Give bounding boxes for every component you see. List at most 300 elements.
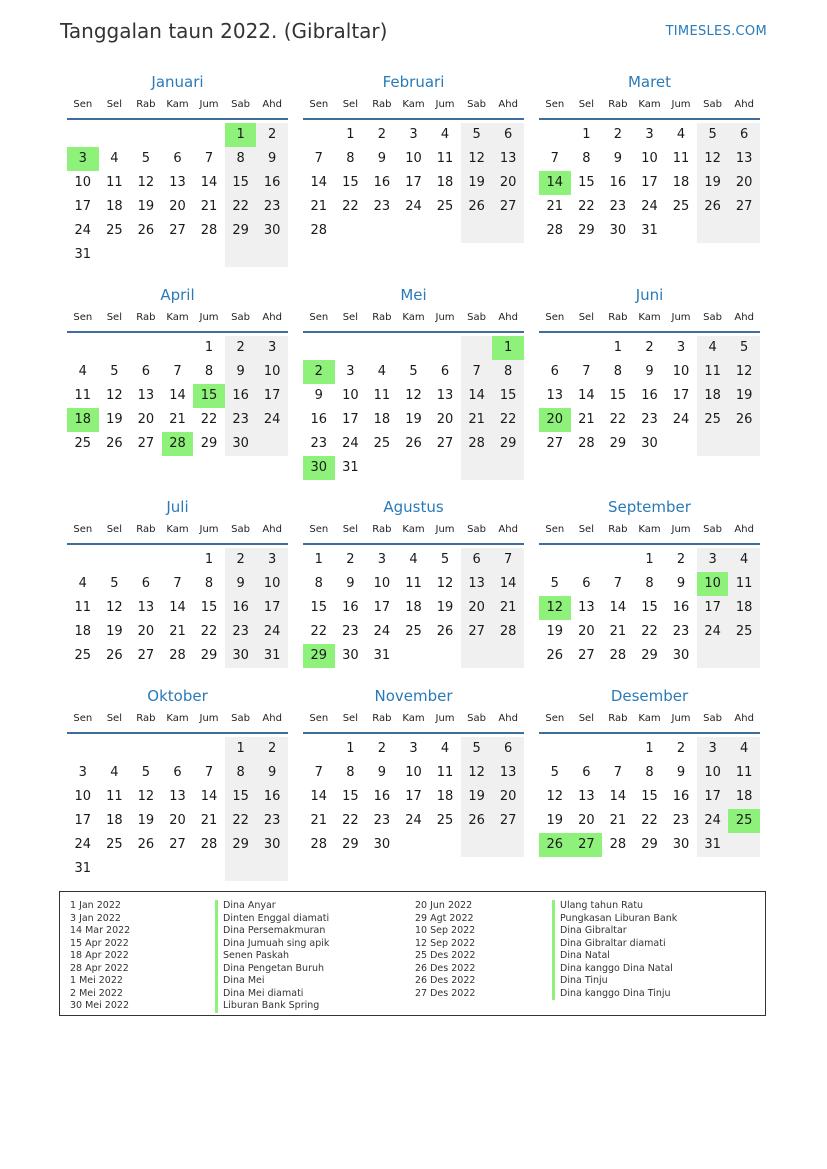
day-cell[interactable]: 26 [461, 195, 493, 219]
day-cell[interactable]: 22 [641, 813, 658, 828]
day-cell[interactable]: 4 [728, 548, 760, 572]
day-cell[interactable]: 2 [346, 552, 355, 567]
day-cell[interactable]: 13 [461, 572, 493, 596]
day-cell[interactable]: 26 [546, 648, 564, 663]
day-cell[interactable]: 14 [200, 175, 218, 190]
day-cell[interactable]: 18 [728, 596, 760, 620]
day-cell[interactable]: 3 [645, 127, 654, 142]
day-cell[interactable]: 28 [310, 837, 328, 852]
day-cell[interactable]: 20 [137, 412, 155, 427]
day-cell[interactable]: 13 [546, 388, 564, 403]
day-cell[interactable]: 18 [74, 624, 92, 639]
day-cell[interactable]: 9 [256, 147, 288, 171]
day-cell[interactable]: 26 [461, 809, 493, 833]
day-cell[interactable]: 27 [169, 837, 186, 852]
day-cell[interactable]: 25 [373, 436, 391, 451]
day-cell[interactable]: 3 [78, 765, 87, 780]
day-cell[interactable]: 24 [256, 408, 288, 432]
day-cell[interactable]: 15 [225, 171, 257, 195]
day-cell[interactable]: 24 [697, 809, 729, 833]
day-cell[interactable]: 26 [137, 223, 155, 238]
day-cell[interactable]: 11 [74, 388, 92, 403]
day-cell[interactable]: 27 [728, 195, 760, 219]
day-cell[interactable]: 27 [436, 436, 454, 451]
day-cell[interactable]: 3 [697, 737, 729, 761]
day-cell[interactable]: 21 [310, 199, 328, 214]
day-cell[interactable]: 15 [492, 384, 524, 408]
day-cell[interactable]: 27 [571, 833, 603, 857]
day-cell[interactable]: 13 [492, 761, 524, 785]
day-cell[interactable]: 5 [110, 364, 119, 379]
day-cell[interactable]: 3 [409, 127, 418, 142]
day-cell[interactable]: 7 [314, 151, 323, 166]
day-cell[interactable]: 4 [110, 765, 119, 780]
day-cell[interactable]: 6 [173, 765, 182, 780]
day-cell[interactable]: 27 [492, 809, 524, 833]
day-cell[interactable]: 1 [492, 336, 524, 360]
day-cell[interactable]: 16 [256, 171, 288, 195]
day-cell[interactable]: 1 [582, 127, 591, 142]
day-cell[interactable]: 9 [676, 576, 686, 591]
day-cell[interactable]: 21 [200, 813, 218, 828]
day-cell[interactable]: 12 [137, 789, 155, 804]
day-cell[interactable]: 22 [578, 199, 595, 214]
day-cell[interactable]: 10 [672, 364, 690, 379]
day-cell[interactable]: 24 [342, 436, 359, 451]
day-cell[interactable]: 13 [578, 600, 595, 615]
day-cell[interactable]: 30 [225, 644, 257, 668]
day-cell[interactable]: 16 [373, 789, 391, 804]
day-cell[interactable]: 24 [405, 199, 422, 214]
day-cell[interactable]: 29 [200, 436, 218, 451]
day-cell[interactable]: 5 [461, 737, 493, 761]
day-cell[interactable]: 16 [672, 789, 690, 804]
day-cell[interactable]: 30 [342, 648, 359, 663]
day-cell[interactable]: 3 [256, 336, 288, 360]
day-cell[interactable]: 13 [728, 147, 760, 171]
day-cell[interactable]: 30 [373, 837, 391, 852]
day-cell[interactable]: 30 [303, 456, 335, 480]
day-cell[interactable]: 17 [405, 175, 422, 190]
day-cell[interactable]: 13 [492, 147, 524, 171]
day-cell[interactable]: 5 [550, 765, 559, 780]
day-cell[interactable]: 23 [225, 408, 257, 432]
day-cell[interactable]: 11 [74, 600, 92, 615]
day-cell[interactable]: 26 [697, 195, 729, 219]
day-cell[interactable]: 12 [137, 175, 155, 190]
day-cell[interactable]: 11 [106, 789, 123, 804]
day-cell[interactable]: 11 [373, 388, 391, 403]
day-cell[interactable]: 6 [582, 765, 591, 780]
day-cell[interactable]: 2 [377, 741, 387, 756]
day-cell[interactable]: 10 [641, 151, 658, 166]
day-cell[interactable]: 25 [74, 648, 92, 663]
day-cell[interactable]: 16 [373, 175, 391, 190]
day-cell[interactable]: 6 [728, 123, 760, 147]
day-cell[interactable]: 4 [440, 741, 450, 756]
day-cell[interactable]: 31 [74, 247, 92, 262]
day-cell[interactable]: 19 [546, 813, 564, 828]
day-cell[interactable]: 12 [106, 388, 123, 403]
day-cell[interactable]: 30 [641, 436, 658, 451]
day-cell[interactable]: 15 [609, 388, 627, 403]
day-cell[interactable]: 26 [405, 436, 422, 451]
day-cell[interactable]: 20 [578, 813, 595, 828]
day-cell[interactable]: 13 [137, 600, 155, 615]
day-cell[interactable]: 28 [609, 837, 627, 852]
day-cell[interactable]: 17 [373, 600, 391, 615]
day-cell[interactable]: 15 [225, 785, 257, 809]
day-cell[interactable]: 12 [546, 789, 564, 804]
day-cell[interactable]: 3 [676, 340, 686, 355]
day-cell[interactable]: 17 [641, 175, 658, 190]
day-cell[interactable]: 18 [106, 199, 123, 214]
day-cell[interactable]: 29 [342, 837, 359, 852]
day-cell[interactable]: 12 [461, 761, 493, 785]
day-cell[interactable]: 9 [377, 765, 387, 780]
day-cell[interactable]: 30 [672, 837, 690, 852]
day-cell[interactable]: 29 [303, 644, 335, 668]
day-cell[interactable]: 4 [377, 364, 387, 379]
day-cell[interactable]: 23 [225, 620, 257, 644]
day-cell[interactable]: 1 [225, 737, 257, 761]
day-cell[interactable]: 25 [436, 813, 454, 828]
day-cell[interactable]: 4 [110, 151, 119, 166]
day-cell[interactable]: 8 [346, 765, 355, 780]
day-cell[interactable]: 6 [141, 576, 151, 591]
day-cell[interactable]: 24 [641, 199, 658, 214]
day-cell[interactable]: 22 [641, 624, 658, 639]
day-cell[interactable]: 17 [342, 412, 359, 427]
day-cell[interactable]: 2 [676, 741, 686, 756]
day-cell[interactable]: 25 [697, 408, 729, 432]
day-cell[interactable]: 29 [609, 436, 627, 451]
day-cell[interactable]: 23 [609, 199, 627, 214]
day-cell[interactable]: 7 [613, 576, 623, 591]
day-cell[interactable]: 31 [342, 460, 359, 475]
day-cell[interactable]: 8 [645, 576, 654, 591]
day-cell[interactable]: 31 [74, 861, 92, 876]
day-cell[interactable]: 3 [346, 364, 355, 379]
day-cell[interactable]: 1 [645, 741, 654, 756]
day-cell[interactable]: 29 [200, 648, 218, 663]
day-cell[interactable]: 26 [137, 837, 155, 852]
day-cell[interactable]: 8 [204, 364, 214, 379]
day-cell[interactable]: 17 [405, 789, 422, 804]
day-cell[interactable]: 20 [436, 412, 454, 427]
day-cell[interactable]: 30 [256, 833, 288, 857]
day-cell[interactable]: 10 [373, 576, 391, 591]
day-cell[interactable]: 22 [225, 809, 257, 833]
day-cell[interactable]: 20 [539, 408, 571, 432]
day-cell[interactable]: 23 [256, 195, 288, 219]
day-cell[interactable]: 11 [436, 765, 454, 780]
day-cell[interactable]: 25 [728, 809, 760, 833]
day-cell[interactable]: 22 [609, 412, 627, 427]
day-cell[interactable]: 12 [728, 360, 760, 384]
day-cell[interactable]: 11 [728, 761, 760, 785]
day-cell[interactable]: 24 [74, 223, 92, 238]
day-cell[interactable]: 22 [492, 408, 524, 432]
day-cell[interactable]: 1 [346, 127, 355, 142]
day-cell[interactable]: 5 [697, 123, 729, 147]
day-cell[interactable]: 27 [578, 648, 595, 663]
day-cell[interactable]: 31 [697, 833, 729, 857]
day-cell[interactable]: 26 [106, 436, 123, 451]
day-cell[interactable]: 27 [461, 620, 493, 644]
day-cell[interactable]: 9 [256, 761, 288, 785]
day-cell[interactable]: 15 [193, 384, 225, 408]
day-cell[interactable]: 20 [492, 785, 524, 809]
day-cell[interactable]: 14 [169, 600, 186, 615]
day-cell[interactable]: 28 [578, 436, 595, 451]
day-cell[interactable]: 8 [613, 364, 623, 379]
day-cell[interactable]: 2 [225, 336, 257, 360]
day-cell[interactable]: 5 [141, 151, 151, 166]
day-cell[interactable]: 6 [173, 151, 182, 166]
day-cell[interactable]: 10 [256, 572, 288, 596]
day-cell[interactable]: 23 [641, 412, 658, 427]
day-cell[interactable]: 21 [169, 412, 186, 427]
day-cell[interactable]: 4 [697, 336, 729, 360]
day-cell[interactable]: 17 [697, 596, 729, 620]
day-cell[interactable]: 15 [641, 600, 658, 615]
day-cell[interactable]: 7 [461, 360, 493, 384]
day-cell[interactable]: 21 [200, 199, 218, 214]
day-cell[interactable]: 19 [106, 412, 123, 427]
day-cell[interactable]: 8 [582, 151, 591, 166]
day-cell[interactable]: 4 [78, 364, 87, 379]
day-cell[interactable]: 22 [200, 412, 218, 427]
day-cell[interactable]: 28 [310, 223, 328, 238]
day-cell[interactable]: 6 [141, 364, 151, 379]
day-cell[interactable]: 30 [672, 648, 690, 663]
day-cell[interactable]: 14 [169, 388, 186, 403]
day-cell[interactable]: 16 [641, 388, 658, 403]
day-cell[interactable]: 20 [578, 624, 595, 639]
day-cell[interactable]: 3 [256, 548, 288, 572]
day-cell[interactable]: 12 [461, 147, 493, 171]
day-cell[interactable]: 9 [225, 360, 257, 384]
day-cell[interactable]: 25 [405, 624, 422, 639]
day-cell[interactable]: 21 [578, 412, 595, 427]
day-cell[interactable]: 27 [546, 436, 564, 451]
day-cell[interactable]: 25 [436, 199, 454, 214]
day-cell[interactable]: 27 [137, 648, 155, 663]
day-cell[interactable]: 2 [256, 123, 288, 147]
day-cell[interactable]: 28 [200, 837, 218, 852]
day-cell[interactable]: 24 [405, 813, 422, 828]
day-cell[interactable]: 21 [461, 408, 493, 432]
day-cell[interactable]: 15 [310, 600, 328, 615]
day-cell[interactable]: 23 [373, 813, 391, 828]
day-cell[interactable]: 3 [409, 741, 418, 756]
day-cell[interactable]: 10 [342, 388, 359, 403]
day-cell[interactable]: 17 [256, 596, 288, 620]
day-cell[interactable]: 14 [609, 600, 627, 615]
day-cell[interactable]: 5 [728, 336, 760, 360]
day-cell[interactable]: 25 [74, 436, 92, 451]
day-cell[interactable]: 7 [613, 765, 623, 780]
day-cell[interactable]: 30 [256, 219, 288, 243]
day-cell[interactable]: 4 [728, 737, 760, 761]
day-cell[interactable]: 27 [137, 436, 155, 451]
day-cell[interactable]: 14 [609, 789, 627, 804]
day-cell[interactable]: 19 [697, 171, 729, 195]
day-cell[interactable]: 21 [546, 199, 564, 214]
day-cell[interactable]: 8 [225, 761, 257, 785]
day-cell[interactable]: 17 [256, 384, 288, 408]
day-cell[interactable]: 1 [645, 552, 654, 567]
day-cell[interactable]: 1 [204, 340, 214, 355]
day-cell[interactable]: 7 [314, 765, 323, 780]
day-cell[interactable]: 19 [137, 199, 155, 214]
day-cell[interactable]: 22 [310, 624, 328, 639]
day-cell[interactable]: 24 [697, 620, 729, 644]
day-cell[interactable]: 14 [578, 388, 595, 403]
day-cell[interactable]: 30 [225, 432, 257, 456]
day-cell[interactable]: 9 [676, 765, 686, 780]
day-cell[interactable]: 2 [645, 340, 654, 355]
day-cell[interactable]: 3 [697, 548, 729, 572]
day-cell[interactable]: 27 [492, 195, 524, 219]
day-cell[interactable]: 17 [672, 388, 690, 403]
day-cell[interactable]: 21 [310, 813, 328, 828]
day-cell[interactable]: 14 [310, 789, 328, 804]
day-cell[interactable]: 19 [461, 785, 493, 809]
day-cell[interactable]: 29 [578, 223, 595, 238]
day-cell[interactable]: 16 [609, 175, 627, 190]
day-cell[interactable]: 14 [492, 572, 524, 596]
day-cell[interactable]: 7 [173, 364, 182, 379]
day-cell[interactable]: 24 [373, 624, 391, 639]
day-cell[interactable]: 3 [67, 147, 99, 171]
day-cell[interactable]: 28 [461, 432, 493, 456]
day-cell[interactable]: 29 [641, 648, 658, 663]
day-cell[interactable]: 19 [461, 171, 493, 195]
day-cell[interactable]: 15 [578, 175, 595, 190]
day-cell[interactable]: 15 [200, 600, 218, 615]
day-cell[interactable]: 8 [314, 576, 323, 591]
day-cell[interactable]: 19 [436, 600, 454, 615]
day-cell[interactable]: 10 [697, 572, 729, 596]
day-cell[interactable]: 18 [405, 600, 422, 615]
day-cell[interactable]: 9 [377, 151, 387, 166]
day-cell[interactable]: 21 [169, 624, 186, 639]
day-cell[interactable]: 28 [169, 648, 186, 663]
day-cell[interactable]: 1 [225, 123, 257, 147]
day-cell[interactable]: 2 [676, 552, 686, 567]
day-cell[interactable]: 16 [225, 596, 257, 620]
day-cell[interactable]: 17 [697, 785, 729, 809]
day-cell[interactable]: 15 [342, 175, 359, 190]
day-cell[interactable]: 7 [492, 548, 524, 572]
day-cell[interactable]: 19 [405, 412, 422, 427]
day-cell[interactable]: 20 [492, 171, 524, 195]
day-cell[interactable]: 28 [546, 223, 564, 238]
day-cell[interactable]: 6 [492, 737, 524, 761]
day-cell[interactable]: 23 [342, 624, 359, 639]
day-cell[interactable]: 31 [256, 644, 288, 668]
day-cell[interactable]: 18 [672, 175, 690, 190]
day-cell[interactable]: 8 [204, 576, 214, 591]
day-cell[interactable]: 23 [672, 624, 690, 639]
day-cell[interactable]: 22 [342, 813, 359, 828]
day-cell[interactable]: 23 [256, 809, 288, 833]
day-cell[interactable]: 12 [436, 576, 454, 591]
day-cell[interactable]: 6 [440, 364, 450, 379]
day-cell[interactable]: 10 [74, 789, 92, 804]
day-cell[interactable]: 9 [645, 364, 654, 379]
day-cell[interactable]: 6 [461, 548, 493, 572]
day-cell[interactable]: 21 [492, 596, 524, 620]
day-cell[interactable]: 16 [310, 412, 328, 427]
day-cell[interactable]: 7 [582, 364, 591, 379]
day-cell[interactable]: 5 [440, 552, 450, 567]
day-cell[interactable]: 16 [225, 384, 257, 408]
day-cell[interactable]: 25 [672, 199, 690, 214]
day-cell[interactable]: 18 [436, 789, 454, 804]
day-cell[interactable]: 29 [225, 219, 257, 243]
day-cell[interactable]: 2 [377, 127, 387, 142]
day-cell[interactable]: 6 [492, 123, 524, 147]
day-cell[interactable]: 14 [461, 384, 493, 408]
day-cell[interactable]: 19 [728, 384, 760, 408]
day-cell[interactable]: 27 [169, 223, 186, 238]
day-cell[interactable]: 20 [461, 596, 493, 620]
day-cell[interactable]: 12 [405, 388, 422, 403]
day-cell[interactable]: 18 [106, 813, 123, 828]
day-cell[interactable]: 11 [728, 572, 760, 596]
day-cell[interactable]: 13 [436, 388, 454, 403]
day-cell[interactable]: 13 [169, 789, 186, 804]
day-cell[interactable]: 28 [200, 223, 218, 238]
day-cell[interactable]: 18 [728, 785, 760, 809]
day-cell[interactable]: 5 [409, 364, 418, 379]
day-cell[interactable]: 10 [405, 765, 422, 780]
day-cell[interactable]: 22 [342, 199, 359, 214]
day-cell[interactable]: 18 [697, 384, 729, 408]
day-cell[interactable]: 9 [225, 572, 257, 596]
day-cell[interactable]: 11 [697, 360, 729, 384]
day-cell[interactable]: 12 [539, 596, 571, 620]
day-cell[interactable]: 19 [546, 624, 564, 639]
day-cell[interactable]: 14 [539, 171, 571, 195]
day-cell[interactable]: 8 [645, 765, 654, 780]
day-cell[interactable]: 31 [373, 648, 391, 663]
day-cell[interactable]: 11 [436, 151, 454, 166]
day-cell[interactable]: 29 [492, 432, 524, 456]
day-cell[interactable]: 23 [310, 436, 328, 451]
day-cell[interactable]: 11 [106, 175, 123, 190]
day-cell[interactable]: 10 [697, 761, 729, 785]
day-cell[interactable]: 1 [314, 552, 323, 567]
day-cell[interactable]: 29 [641, 837, 658, 852]
day-cell[interactable]: 10 [256, 360, 288, 384]
day-cell[interactable]: 13 [578, 789, 595, 804]
day-cell[interactable]: 10 [405, 151, 422, 166]
day-cell[interactable]: 22 [200, 624, 218, 639]
day-cell[interactable]: 22 [225, 195, 257, 219]
day-cell[interactable]: 20 [169, 813, 186, 828]
day-cell[interactable]: 9 [613, 151, 623, 166]
day-cell[interactable]: 19 [106, 624, 123, 639]
day-cell[interactable]: 4 [409, 552, 418, 567]
day-cell[interactable]: 31 [641, 223, 658, 238]
day-cell[interactable]: 11 [405, 576, 422, 591]
day-cell[interactable]: 3 [377, 552, 387, 567]
day-cell[interactable]: 24 [672, 412, 690, 427]
